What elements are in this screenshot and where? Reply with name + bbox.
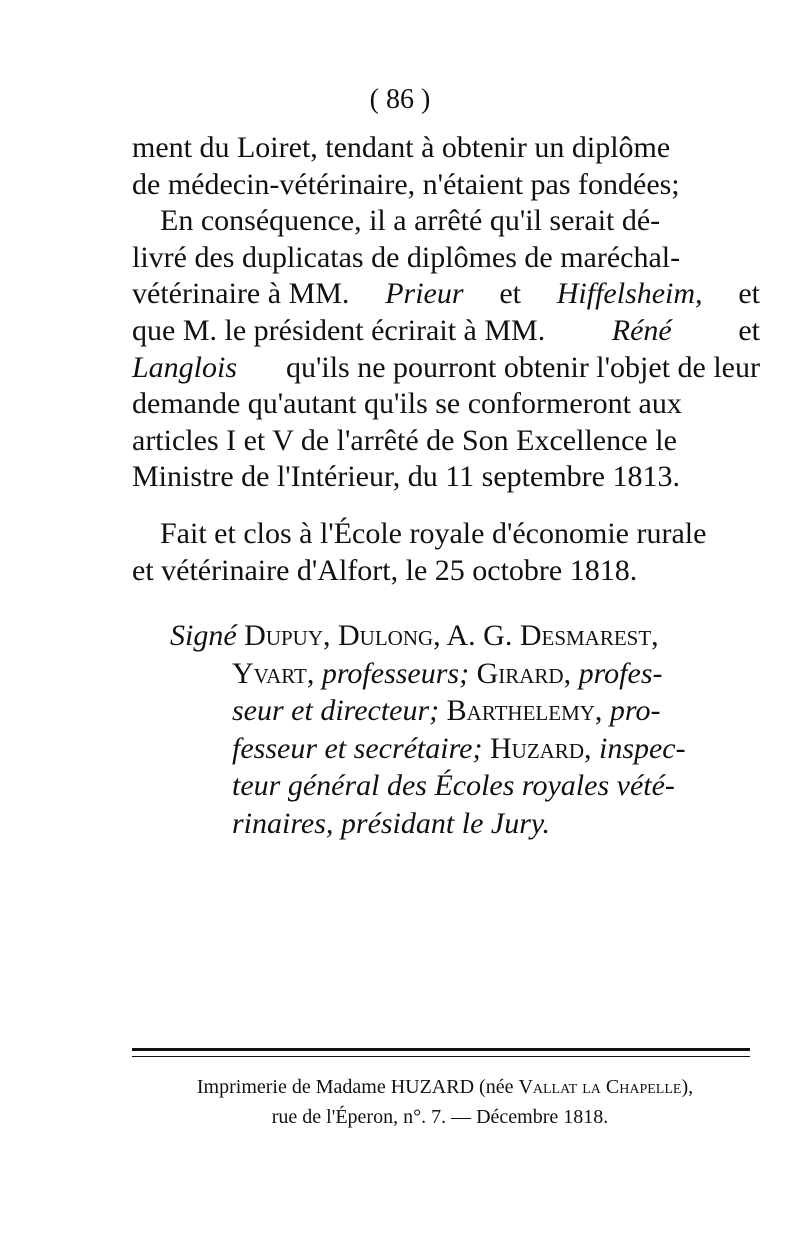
role-text: seur et directeur; (232, 694, 440, 727)
role-text: professeurs; (321, 656, 470, 690)
text-line: Ministre de l'Intérieur, du 11 septembre 1813. (132, 460, 680, 494)
name-yvart: Yvart, (232, 656, 315, 690)
imprint-line: rue de l'Éperon, n°. 7. — Décembre 1818. (271, 1106, 609, 1128)
text-line (132, 130, 760, 167)
text-span: que M. le président écrirait à MM. (132, 313, 546, 347)
signature-line (170, 617, 760, 655)
role-text: inspec- (598, 731, 686, 765)
text-span: ment du Loiret, tendant à obtenir un diplôme (132, 131, 671, 164)
name-rene: Réné (611, 313, 672, 347)
imprint-text: ), (681, 1076, 694, 1098)
signatories: Dupuy, Dulong, A. G. Desmarest, (244, 619, 659, 652)
text-span: et (738, 277, 760, 311)
page-number: ( 86 ) (369, 84, 431, 115)
imprint-line (130, 1072, 760, 1102)
text-line (132, 313, 760, 350)
imprint-text: Vallat la Chapelle (518, 1076, 682, 1098)
signature-line (170, 655, 760, 693)
text-span: vétérinaire à MM. (132, 277, 350, 311)
name-prieur: Prieur (385, 277, 464, 311)
text-span: et (499, 277, 521, 311)
signature-line (170, 692, 760, 730)
name-langlois: Langlois (132, 350, 238, 384)
text-line: livré des duplicatas de diplômes de maréchal- (132, 240, 681, 274)
role-text: rinaires, présidant le Jury. (232, 806, 551, 840)
role-text: fesseur et secrétaire; (232, 731, 483, 765)
imprint-text: Imprimerie de Madame HUZARD (née (196, 1076, 514, 1098)
text-line: Fait et clos à l'École royale d'économie rurale (160, 516, 707, 550)
double-rule-divider (132, 1048, 750, 1057)
role-text: teur général des Écoles royales vété- (232, 769, 675, 802)
text-line: et vétérinaire d'Alfort, le 25 octobre 1818. (132, 553, 638, 587)
name-hiffelsheim: Hiffelsheim, (556, 277, 703, 311)
text-line: En conséquence, il a arrêté qu'il serait dé- (160, 204, 661, 238)
text-span: qu'ils ne pourront obtenir l'objet de leur (285, 350, 760, 384)
text-line: articles I et V de l'arrêté de Son Excellence le (132, 423, 677, 457)
signature-line (170, 730, 760, 768)
signe-label: Signé (170, 619, 237, 652)
body-text (132, 130, 760, 589)
printer-imprint (130, 1072, 760, 1132)
signature-block (170, 617, 760, 842)
text-span: et (738, 313, 760, 347)
role-text: profes- (578, 656, 663, 690)
signature-line (170, 805, 760, 843)
text-line: de médecin-vétérinaire, n'étaient pas fondées; (132, 167, 680, 201)
name-girard: Girard, (476, 656, 572, 690)
name-barthelemy: Barthelemy, (446, 694, 603, 727)
text-line (132, 276, 760, 313)
text-line (132, 350, 760, 387)
signature-line (170, 767, 760, 805)
text-line: demande qu'autant qu'ils se conformeront aux (132, 387, 682, 421)
name-huzard: Huzard, (489, 731, 592, 765)
role-text: pro- (609, 694, 661, 727)
